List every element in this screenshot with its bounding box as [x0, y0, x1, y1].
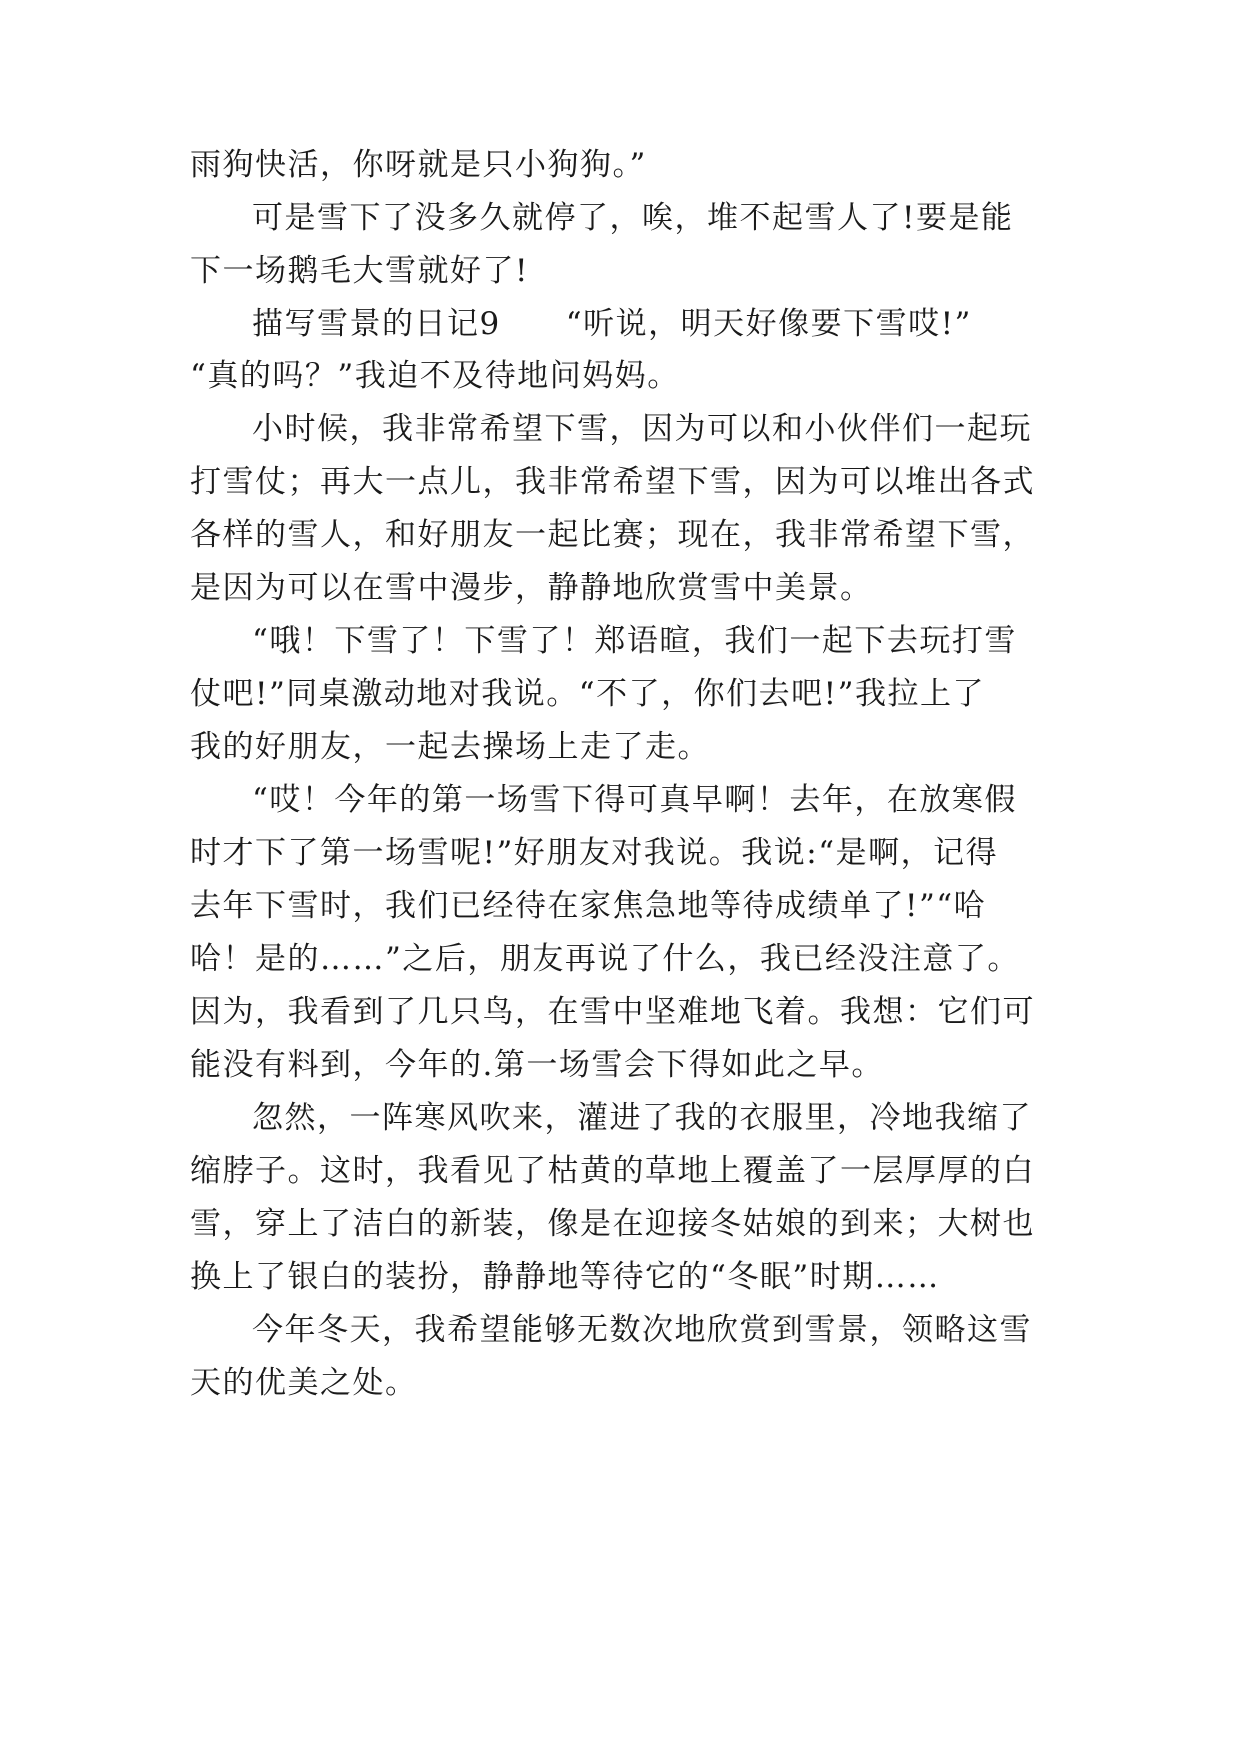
text-line-14: 时才下了第一场雪呢!”好朋友对我说。我说:“是啊，记得 — [190, 835, 999, 871]
text-line-12: 我的好朋友，一起去操场上走了走。 — [190, 729, 710, 765]
text-line-8: 各样的雪人，和好朋友一起比赛；现在，我非常希望下雪， — [190, 517, 1035, 553]
text-line-5: “真的吗？”我迫不及待地问妈妈。 — [190, 358, 680, 394]
text-line-7: 打雪仗；再大一点儿，我非常希望下雪，因为可以堆出各式 — [190, 464, 1035, 500]
text-line-19: 忽然，一阵寒风吹来，灌进了我的衣服里，冷地我缩了 — [252, 1100, 1032, 1136]
text-line-16: 哈！是的……”之后，朋友再说了什么，我已经没注意了。 — [190, 941, 1020, 977]
text-line-24: 天的优美之处。 — [190, 1365, 418, 1401]
text-line-6: 小时候，我非常希望下雪，因为可以和小伙伴们一起玩 — [252, 411, 1032, 447]
text-line-21: 雪，穿上了洁白的新装，像是在迎接冬姑娘的到来；大树也 — [190, 1206, 1035, 1242]
text-line-1: 雨狗快活，你呀就是只小狗狗。” — [190, 147, 647, 183]
text-line-22: 换上了银白的装扮，静静地等待它的“冬眠”时期…… — [190, 1259, 940, 1295]
text-line-17: 因为，我看到了几只鸟，在雪中坚难地飞着。我想：它们可 — [190, 994, 1035, 1030]
text-line-13: “哎！今年的第一场雪下得可真早啊！去年，在放寒假 — [252, 782, 1017, 818]
text-line-20: 缩脖子。这时，我看见了枯黄的草地上覆盖了一层厚厚的白 — [190, 1153, 1035, 1189]
text-line-10: “哦！下雪了！下雪了！郑语暄，我们一起下去玩打雪 — [252, 623, 1017, 659]
text-line-9: 是因为可以在雪中漫步，静静地欣赏雪中美景。 — [190, 570, 873, 606]
text-line-15: 去年下雪时，我们已经待在家焦急地等待成绩单了!”“哈 — [190, 888, 987, 924]
text-line-2: 可是雪下了没多久就停了，唉，堆不起雪人了!要是能 — [252, 200, 1014, 236]
text-line-18: 能没有料到，今年的.第一场雪会下得如此之早。 — [190, 1047, 884, 1083]
text-line-4: 描写雪景的日记9 “听说，明天好像要下雪哎!” — [252, 306, 972, 342]
text-line-3: 下一场鹅毛大雪就好了! — [190, 253, 529, 289]
text-line-11: 仗吧!”同桌激动地对我说。“不了，你们去吧!”我拉上了 — [190, 676, 985, 712]
text-line-23: 今年冬天，我希望能够无数次地欣赏到雪景，领略这雪 — [252, 1312, 1032, 1348]
